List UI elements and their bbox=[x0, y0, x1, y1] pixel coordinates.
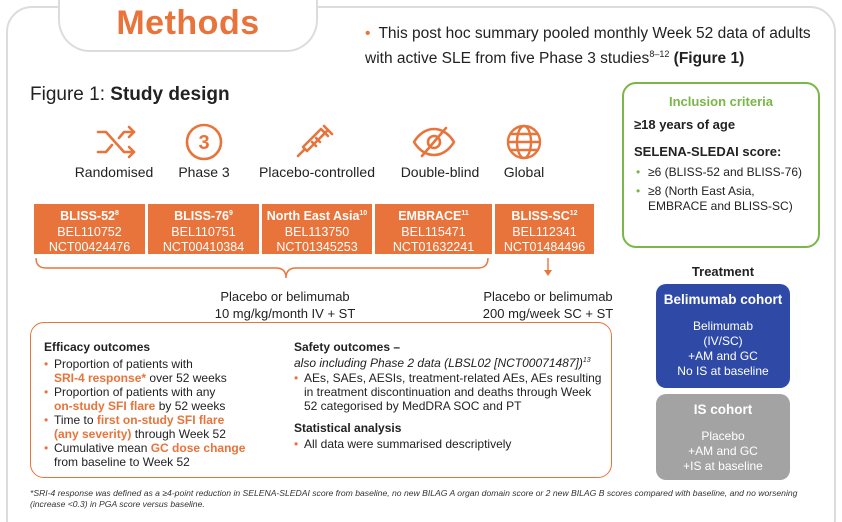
eye-slash-icon bbox=[410, 118, 458, 166]
safety-subheading: also including Phase 2 data (LBSL02 [NCT00071487])$^{13}$ bbox=[294, 356, 591, 370]
belimumab-cohort-line: No IS at baseline bbox=[677, 364, 769, 378]
intro-figure-ref: (Figure 1) bbox=[673, 50, 745, 68]
belimumab-cohort-line: (IV/SC) bbox=[703, 334, 743, 348]
study-box bbox=[34, 204, 145, 254]
belimumab-cohort-title: Belimumab cohort bbox=[663, 292, 783, 307]
design-label-phase3: Phase 3 bbox=[178, 164, 230, 180]
belimumab-cohort-line: +AM and GC bbox=[688, 349, 758, 363]
sc-dosing-line1: Placebo or belimumab bbox=[483, 289, 613, 304]
safety-section bbox=[294, 340, 606, 451]
page-title: Methods bbox=[116, 4, 260, 42]
is-cohort-line: +IS at baseline bbox=[683, 459, 763, 473]
study-bel: BEL110751 bbox=[171, 224, 236, 239]
study-name: BLISS-52 bbox=[60, 209, 115, 224]
design-label-randomised: Randomised bbox=[74, 164, 154, 180]
study-name: EMBRACE bbox=[398, 209, 462, 224]
efficacy-item: • Cumulative mean GC dose change from baseline to Week 52 bbox=[44, 441, 284, 469]
study-name: North East Asia bbox=[266, 209, 360, 224]
design-label-global: Global bbox=[503, 164, 545, 180]
study-ref: 8 bbox=[114, 210, 119, 217]
study-name: BLISS-76 bbox=[174, 209, 229, 224]
inclusion-item: • ≥6 (BLISS-52 and BLISS-76) bbox=[636, 165, 810, 180]
safety-item: • AEs, SAEs, AESIs, treatment-related AEs, AEs resulting in treatment discontinuation and deaths through Week 52 categorised by MedDRA SOC and PT bbox=[294, 371, 606, 413]
study-box bbox=[375, 204, 492, 254]
stats-item: • All data were summarised descriptively bbox=[294, 437, 606, 451]
design-label-double-blind: Double-blind bbox=[400, 164, 480, 180]
iv-dosing-line1: Placebo or belimumab bbox=[220, 289, 350, 304]
intro-bullet: • bbox=[365, 25, 371, 42]
stats-heading: Statistical analysis bbox=[294, 421, 402, 435]
study-bel: BEL115471 bbox=[401, 224, 466, 239]
study-box bbox=[262, 204, 372, 254]
study-ref: 9 bbox=[228, 210, 233, 217]
number-3-circle-icon bbox=[180, 118, 228, 166]
iv-dosing bbox=[150, 288, 420, 322]
inclusion-title: Inclusion criteria bbox=[668, 94, 774, 109]
syringe-icon bbox=[292, 118, 340, 166]
treatment-heading: Treatment bbox=[691, 264, 755, 279]
phase-badge-number: 3 bbox=[198, 132, 210, 154]
study-nct: NCT01345253 bbox=[276, 240, 358, 255]
figure-title bbox=[30, 84, 230, 106]
study-bel: BEL112341 bbox=[512, 224, 577, 239]
is-cohort-line: Placebo bbox=[701, 429, 745, 443]
footnote: *SRI-4 response was defined as a ≥4-point reduction in SELENA-SLEDAI score from baseline, no new BILAG A organ domain score or 2 new BILAG B scores compared with baseline, and no worsening (increase <0.3) in PGA score versus baseline. bbox=[30, 488, 798, 509]
shuffle-icon bbox=[92, 118, 140, 166]
efficacy-item: • Proportion of patients with any on-study SFI flare by 52 weeks bbox=[44, 385, 284, 413]
study-bel: BEL113750 bbox=[284, 224, 350, 239]
figure-title-bold: Study design bbox=[110, 84, 230, 105]
study-box bbox=[495, 204, 594, 254]
intro-body: This post hoc summary pooled monthly Week 52 data of adults with active SLE from five Phase 3 studies bbox=[365, 25, 811, 68]
study-list bbox=[34, 204, 594, 254]
belimumab-cohort-box bbox=[656, 284, 790, 388]
safety-heading: Safety outcomes – bbox=[294, 340, 401, 354]
study-bel: BEL110752 bbox=[57, 224, 122, 239]
efficacy-item: • Time to first on-study SFI flare (any severity) through Week 52 bbox=[44, 413, 284, 441]
sc-dosing-line2: 200 mg/week SC + ST bbox=[482, 306, 614, 321]
belimumab-cohort-line: Belimumab bbox=[692, 319, 754, 333]
study-ref: 10 bbox=[359, 210, 368, 217]
efficacy-item: • Proportion of patients with SRI-4 response* over 52 weeks bbox=[44, 357, 284, 385]
study-nct: NCT00410384 bbox=[162, 240, 245, 255]
study-ref: 11 bbox=[461, 210, 469, 217]
study-nct: NCT01632241 bbox=[392, 240, 475, 255]
design-label-placebo: Placebo-controlled bbox=[259, 164, 375, 180]
inclusion-score-heading: SELENA-SLEDAI score: bbox=[634, 144, 782, 159]
study-name: BLISS-SC bbox=[511, 209, 570, 224]
figure-title-prefix: Figure 1: bbox=[30, 84, 105, 105]
study-nct: NCT01484496 bbox=[503, 240, 586, 255]
iv-dosing-line2: 10 mg/kg/month IV + ST bbox=[214, 306, 356, 321]
study-bracket bbox=[30, 256, 570, 282]
inclusion-item: • ≥8 (North East Asia, EMBRACE and BLISS-SC) bbox=[636, 184, 810, 214]
study-box bbox=[148, 204, 259, 254]
intro-refs: 8–12 bbox=[649, 49, 670, 59]
is-cohort-title: IS cohort bbox=[693, 402, 753, 417]
sc-dosing bbox=[460, 288, 636, 322]
intro-text bbox=[365, 24, 835, 69]
globe-icon bbox=[500, 118, 548, 166]
inclusion-criteria-box bbox=[622, 82, 820, 248]
is-cohort-line: +AM and GC bbox=[688, 444, 758, 458]
is-cohort-box bbox=[656, 394, 790, 480]
study-nct: NCT00424476 bbox=[48, 240, 131, 255]
inclusion-age: ≥18 years of age bbox=[634, 117, 736, 132]
methods-header-tab bbox=[58, 0, 318, 52]
efficacy-section bbox=[44, 340, 284, 469]
study-ref: 12 bbox=[569, 210, 578, 217]
efficacy-heading: Efficacy outcomes bbox=[44, 340, 151, 354]
